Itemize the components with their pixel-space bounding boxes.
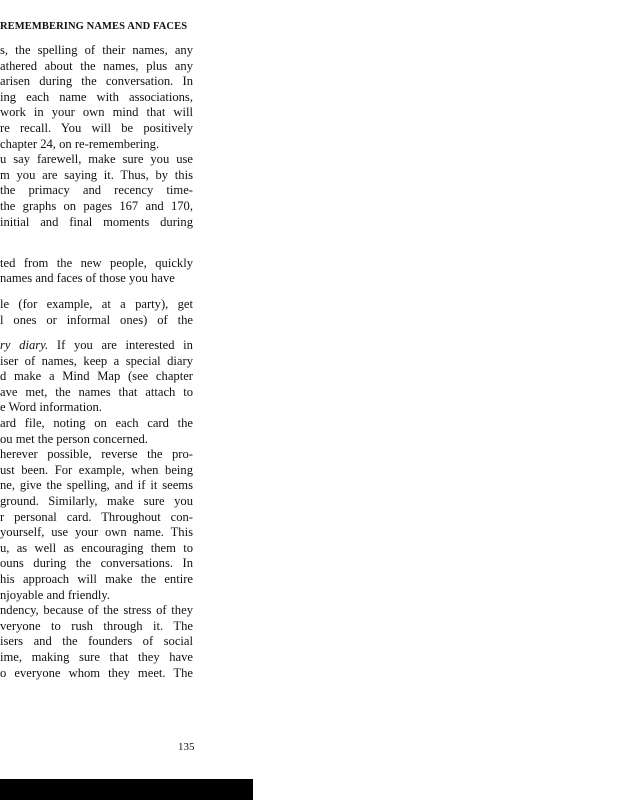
text-line: ave met, the names that attach to (0, 384, 193, 399)
text-line: herever possible, reverse the pro- (0, 447, 193, 462)
text-line: ouns during the conversations. In (0, 556, 193, 571)
scan-edge-bar (0, 779, 253, 800)
text-line: names and faces of those you have (0, 271, 175, 286)
text-line: the primacy and recency time- (0, 183, 193, 198)
text-line: ime, making sure that they have (0, 649, 193, 664)
text-line: o everyone whom they meet. The (0, 665, 193, 680)
text-line: arisen during the conversation. In (0, 74, 193, 89)
text-line: veryone to rush through it. The (0, 618, 193, 633)
text-line: ou met the person concerned. (0, 431, 148, 446)
text-line: njoyable and friendly. (0, 587, 111, 602)
text-line: chapter 24, on re-remembering. (0, 136, 160, 151)
text-line: isers and the founders of social (0, 634, 193, 649)
running-header: REMEMBERING NAMES AND FACES (0, 21, 188, 32)
text-line: work in your own mind that will (0, 105, 193, 120)
text-line: m you are saying it. Thus, by this (0, 167, 193, 182)
text-line: athered about the names, plus any (0, 58, 193, 73)
text-line: u say farewell, make sure you use (0, 152, 193, 167)
text-line: iser of names, keep a special diary (0, 353, 193, 368)
text-line: r personal card. Throughout con- (0, 509, 193, 524)
text-line: ing each name with associations, (0, 89, 193, 104)
text-line: the graphs on pages 167 and 170, (0, 198, 193, 213)
text-line: u, as well as encouraging them to (0, 540, 193, 555)
text-line: ted from the new people, quickly (0, 255, 193, 270)
text-line: d make a Mind Map (see chapter (0, 369, 193, 384)
body-text-column (0, 43, 193, 681)
text-line: initial and final moments during (0, 214, 193, 229)
page-number: 135 (178, 741, 195, 753)
text-line: ne, give the spelling, and if it seems (0, 478, 193, 493)
text-line: le (for example, at a party), get (0, 296, 193, 311)
text-line: his approach will make the entire (0, 572, 193, 586)
diary-italic-text: ry diary. (0, 338, 49, 353)
text-line-empty (0, 230, 193, 246)
text-line: ard file, noting on each card the (0, 416, 193, 431)
diary-line-rest: If you are interested in (48, 338, 193, 353)
text-line: e Word information. (0, 400, 102, 415)
text-line: ground. Similarly, make sure you (0, 494, 193, 509)
diary-line (0, 338, 193, 354)
text-line: ndency, because of the stress of they (0, 603, 193, 618)
text-line: re recall. You will be positively (0, 120, 193, 135)
text-line: yourself, use your own name. This (0, 525, 193, 540)
text-line: s, the spelling of their names, any (0, 43, 193, 57)
text-line: ust been. For example, when being (0, 462, 193, 477)
text-line: l ones or informal ones) of the (0, 312, 193, 327)
